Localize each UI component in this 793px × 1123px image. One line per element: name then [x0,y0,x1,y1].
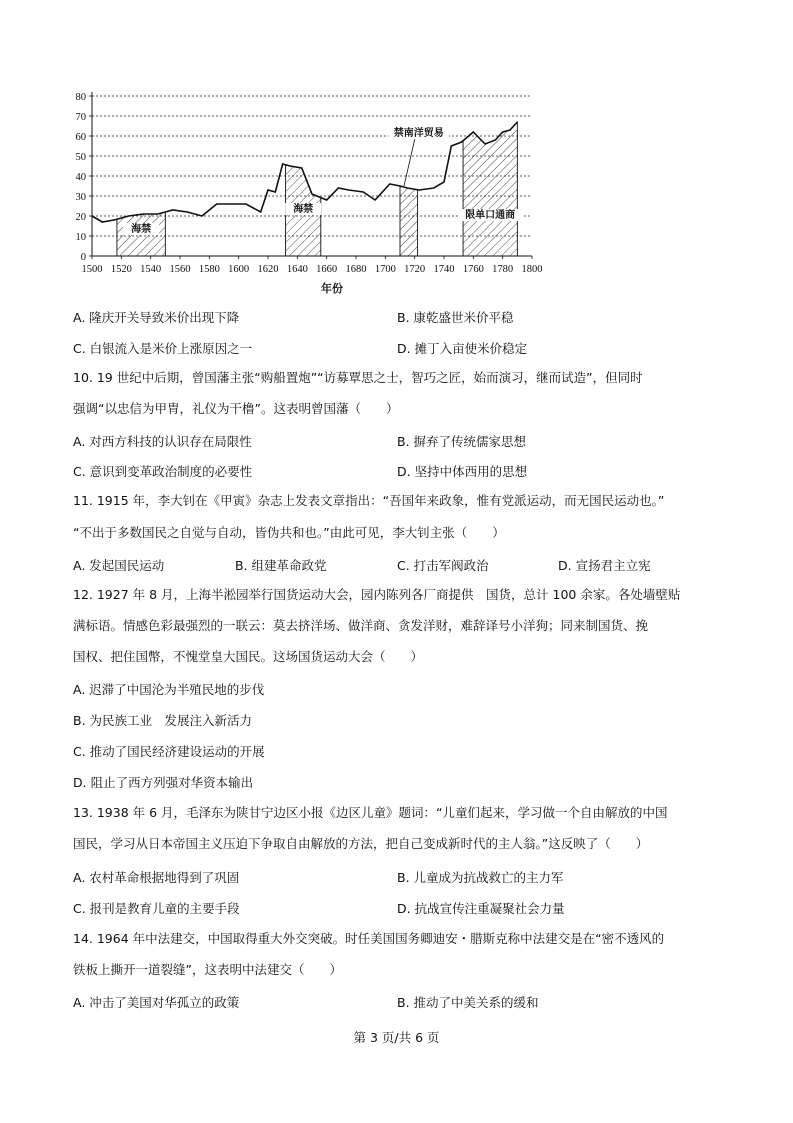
x-tick-label: 1800 [521,264,543,275]
x-tick-label: 1540 [140,264,162,275]
q12-option-c[interactable]: C. 推动了国民经济建设运动的开展 [73,744,265,759]
x-tick-label: 1600 [228,264,250,275]
q10-stem-line1: 10. 19 世纪中后期，曾国藩主张“购船置炮”“访募覃思之士，智巧之匠，始而演习，继而试造”，但同时 [73,370,643,385]
x-tick-label: 1560 [169,264,191,275]
y-tick-label: 0 [80,252,86,263]
x-tick-label: 1660 [316,264,338,275]
q12-option-a[interactable]: A. 迟滞了中国沦为半殖民地的步伐 [73,682,265,697]
q11-stem-line1: 11. 1915 年，李大钊在《甲寅》杂志上发表文章指出：“吾国年来政象，惟有党派运动，而无国民运动也。” [73,493,665,508]
y-tick-label: 50 [75,152,86,163]
q11-option-a[interactable]: A. 发起国民运动 [73,558,165,573]
x-tick-label: 1680 [345,264,367,275]
x-tick-label: 1640 [286,264,308,275]
q10-option-c[interactable]: C. 意识到变革政治制度的必要性 [73,464,253,479]
q13-option-c[interactable]: C. 报刊是教育儿童的主要手段 [73,901,240,916]
period-label: 限单口通商 [465,210,516,221]
q14-stem-line1: 14. 1964 年中法建交，中国取得重大外交突破。时任美国国务卿迪安・腊斯克称中法建交是在“密不透风的 [73,931,665,946]
q9-option-d[interactable]: D. 摊丁入亩使米价稳定 [397,341,528,356]
x-tick-label: 1760 [462,264,484,275]
q10-stem-line2: 强调“以忠信为甲胄，礼仪为干橹”。这表明曾国藩（ ） [73,401,399,416]
period-label: 海禁 [131,224,152,235]
x-tick-label: 1740 [433,264,455,275]
x-axis-label: 年份 [321,283,343,295]
x-tick-label: 1520 [110,264,132,275]
q9-option-c[interactable]: C. 白银流入是米价上涨原因之一 [73,341,253,356]
q13-stem-line2: 国民，学习从日本帝国主义压迫下争取自由解放的方法，把自己变成新时代的主人翁。”这反映了（ ） [73,836,649,851]
q10-option-b[interactable]: B. 摒弃了传统儒家思想 [397,434,527,449]
page-footer: 第 3 页/共 6 页 [353,1030,440,1045]
q13-option-a[interactable]: A. 农村革命根据地得到了巩固 [73,870,240,885]
q11-stem-line2: “不出于多数国民之自觉与自动，皆伪共和也。”由此可见，李大钊主张（ ） [73,525,505,540]
q13-option-b[interactable]: B. 儿童成为抗战救亡的主力军 [397,870,564,885]
q13-option-d[interactable]: D. 抗战宣传注重凝聚社会力量 [397,901,565,916]
y-tick-label: 20 [75,212,86,223]
period-label-pointer [404,139,415,186]
q12-option-d[interactable]: D. 阻止了西方列强对华资本输出 [73,775,254,790]
q12-stem-line1: 12. 1927 年 8 月，上海半淞园举行国货运动大会，园内陈列各厂商提供 国货，总计 100 余家。各处墙壁贴 [73,587,681,602]
q11-option-b[interactable]: B. 组建革命政党 [235,558,327,573]
period-label: 海禁 [293,204,314,215]
q14-stem-line2: 铁板上撕开一道裂缝”，这表明中法建交（ ） [73,962,342,977]
q10-option-d[interactable]: D. 坚持中体西用的思想 [397,464,528,479]
q10-option-a[interactable]: A. 对西方科技的认识存在局限性 [73,434,252,449]
q9-option-a[interactable]: A. 隆庆开关导致米价出现下降 [73,310,240,325]
y-tick-label: 40 [75,172,86,183]
y-tick-label: 30 [75,192,86,203]
q14-option-b[interactable]: B. 推动了中美关系的缓和 [397,995,539,1010]
x-tick-label: 1500 [81,264,103,275]
q12-option-b[interactable]: B. 为民族工业 发展注入新活力 [73,713,253,728]
rice-price-chart [60,86,560,296]
q13-stem-line1: 13. 1938 年 6 月，毛泽东为陕甘宁边区小报《边区儿童》题词：“儿童们起来，学习做一个自由解放的中国 [73,805,668,820]
q11-option-c[interactable]: C. 打击军阀政治 [397,558,489,573]
q12-stem-line3: 国权、把住国幣，不愧堂皇大国民。这场国货运动大会（ ） [73,649,424,664]
x-tick-label: 1700 [374,264,396,275]
x-tick-label: 1720 [404,264,426,275]
period-label: 禁南洋贸易 [393,128,444,139]
x-tick-label: 1780 [492,264,514,275]
x-tick-label: 1620 [257,264,279,275]
q11-option-d[interactable]: D. 宣扬君主立宪 [558,558,651,573]
y-tick-label: 70 [75,112,86,123]
shaded-period-3 [400,186,418,256]
y-tick-label: 10 [75,232,86,243]
q12-stem-line2: 满标语。情感色彩最强烈的一联云：莫去挤洋场、做洋商、贪发洋财，难辞译号小洋狗；同来制国货、挽 [73,618,649,633]
y-tick-label: 80 [75,92,86,103]
q9-option-b[interactable]: B. 康乾盛世米价平稳 [397,310,514,325]
y-tick-label: 60 [75,132,86,143]
x-tick-label: 1580 [198,264,220,275]
q14-option-a[interactable]: A. 冲击了美国对华孤立的政策 [73,995,240,1010]
